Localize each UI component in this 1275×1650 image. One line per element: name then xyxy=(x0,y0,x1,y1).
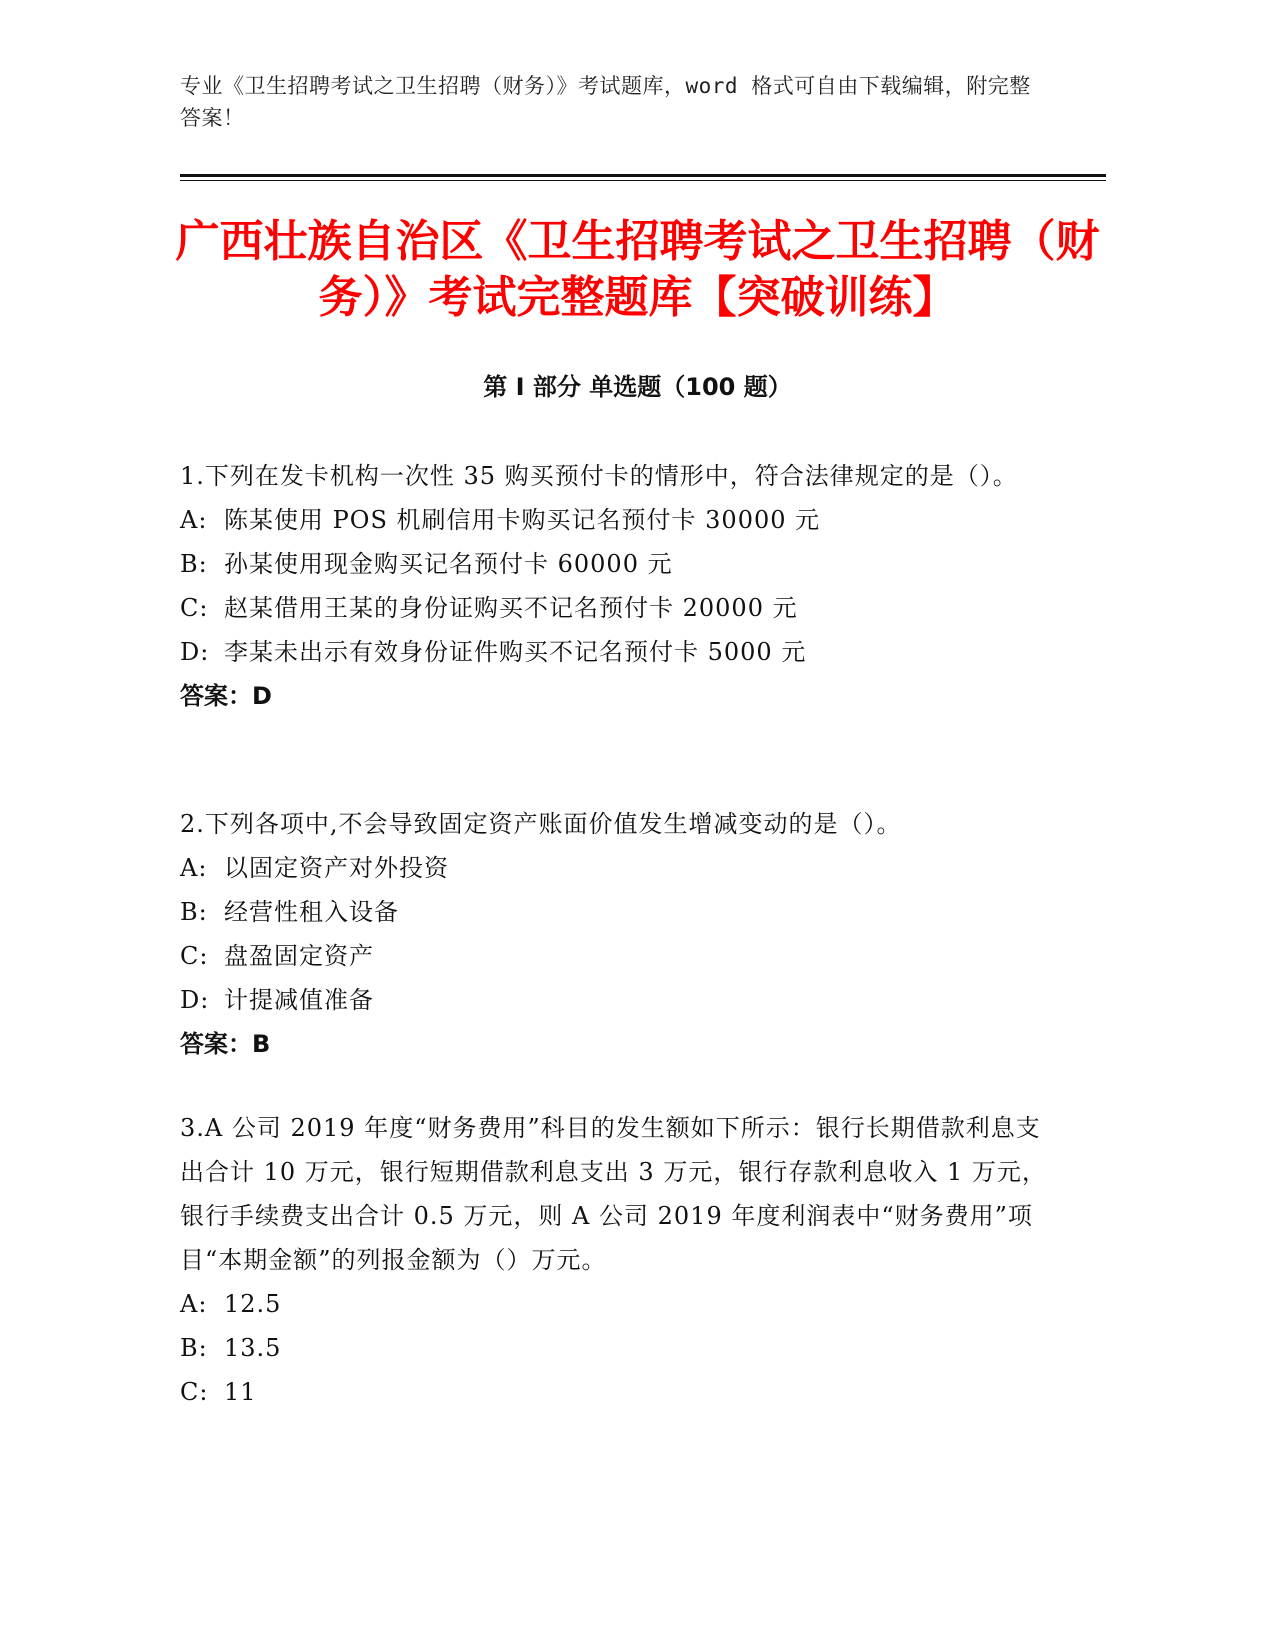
option-a xyxy=(180,846,1050,890)
option-key: A: xyxy=(180,1290,208,1318)
option-d xyxy=(180,630,1050,674)
option-text: 11 xyxy=(224,1378,257,1406)
option-c xyxy=(180,1370,1050,1414)
option-key: B: xyxy=(180,898,208,926)
option-key: B: xyxy=(180,1334,208,1362)
header-note: 专业《卫生招聘考试之卫生招聘（财务）》考试题库，word 格式可自由下载编辑，附完整答案！ xyxy=(180,74,1031,130)
option-text: 计提减值准备 xyxy=(224,986,374,1014)
option-text: 13.5 xyxy=(224,1334,282,1362)
question-stem: 2.下列各项中,不会导致固定资产账面价值发生增减变动的是（）。 xyxy=(180,810,902,838)
option-text: 盘盈固定资产 xyxy=(224,942,374,970)
option-text: 经营性租入设备 xyxy=(224,898,399,926)
option-a xyxy=(180,498,1050,542)
option-text: 赵某借用王某的身份证购买不记名预付卡 20000 元 xyxy=(224,594,798,622)
answer: 答案：D xyxy=(180,682,272,710)
section-heading: 第 I 部分 单选题（100 题） xyxy=(483,373,792,401)
option-key: D: xyxy=(180,638,210,666)
option-a xyxy=(180,1282,1050,1326)
option-text: 陈某使用 POS 机刷信用卡购买记名预付卡 30000 元 xyxy=(224,506,821,534)
header-rule-thin xyxy=(180,180,1106,181)
option-key: B: xyxy=(180,550,208,578)
option-c xyxy=(180,934,1050,978)
option-b xyxy=(180,542,1050,586)
option-text: 以固定资产对外投资 xyxy=(224,854,449,882)
question-3 xyxy=(180,1106,1050,1414)
option-key: C: xyxy=(180,594,209,622)
option-key: A: xyxy=(180,506,208,534)
option-key: A: xyxy=(180,854,208,882)
option-key: C: xyxy=(180,1378,209,1406)
document-title: 广西壮族自治区《卫生招聘考试之卫生招聘（财务）》考试完整题库【突破训练】 xyxy=(175,216,1100,323)
option-text: 12.5 xyxy=(224,1290,282,1318)
option-text: 李某未出示有效身份证件购买不记名预付卡 5000 元 xyxy=(224,638,807,666)
option-d xyxy=(180,978,1050,1022)
question-stem: 3.A 公司 2019 年度“财务费用”科目的发生额如下所示：银行长期借款利息支出合计 10 万元，银行短期借款利息支出 3 万元，银行存款利息收入 1 万元，银行手续费支出合计 0.5 万元，则 A 公司 2019 年度利润表中“财务费用”项目“本期金额”的列报金额为（）万元。 xyxy=(180,1114,1047,1274)
option-b xyxy=(180,890,1050,934)
question-1 xyxy=(180,454,1050,718)
option-key: D: xyxy=(180,986,210,1014)
header-rule-thick xyxy=(180,174,1106,177)
question-2 xyxy=(180,802,1050,1066)
option-b xyxy=(180,1326,1050,1370)
question-stem: 1.下列在发卡机构一次性 35 购买预付卡的情形中，符合法律规定的是（）。 xyxy=(180,462,1018,490)
option-c xyxy=(180,586,1050,630)
option-key: C: xyxy=(180,942,209,970)
answer: 答案：B xyxy=(180,1030,271,1058)
option-text: 孙某使用现金购买记名预付卡 60000 元 xyxy=(224,550,673,578)
